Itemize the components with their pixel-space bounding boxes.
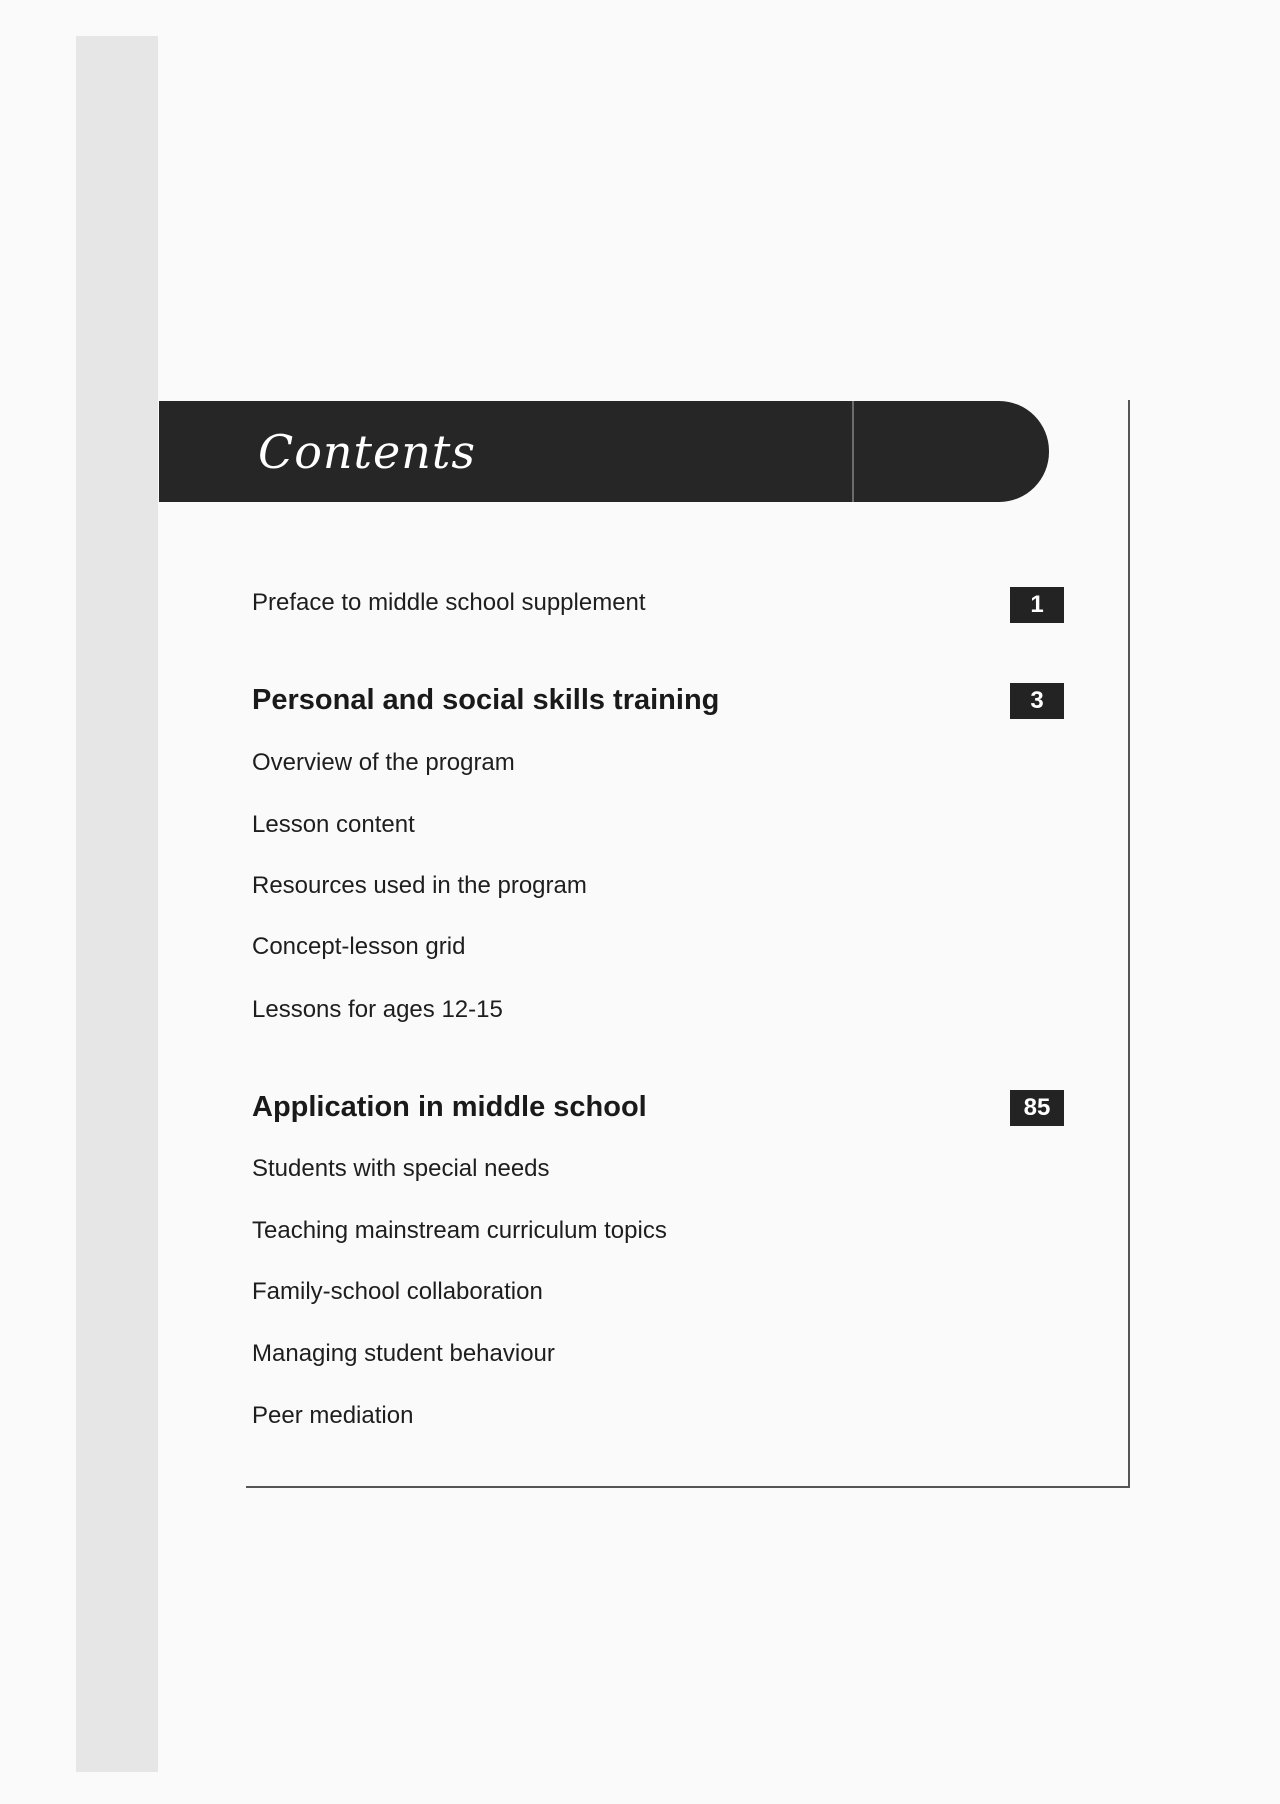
toc-entry-preface: Preface to middle school supplement [252,589,646,616]
toc-entry-student-behaviour: Managing student behaviour [252,1340,555,1367]
toc-section-heading-application: Application in middle school [252,1091,647,1123]
toc-entry-lessons-ages: Lessons for ages 12-15 [252,996,503,1023]
toc-entry-special-needs: Students with special needs [252,1155,550,1182]
page-number-badge-application: 85 [1010,1090,1064,1126]
toc-entry-family-school: Family-school collaboration [252,1278,543,1305]
toc-entry-resources: Resources used in the program [252,872,587,899]
toc-entry-concept-grid: Concept-lesson grid [252,933,466,960]
toc-entry-overview: Overview of the program [252,749,515,776]
toc-entry-mainstream-topics: Teaching mainstream curriculum topics [252,1217,667,1244]
frame-bottom-rule [246,1486,1130,1488]
page-number-badge-personal-social: 3 [1010,683,1064,719]
toc-entry-lesson-content: Lesson content [252,811,415,838]
page-title: Contents [258,425,476,479]
frame-right-rule [1128,400,1130,1488]
page-binding-strip [76,36,158,1772]
banner-divider [852,401,854,502]
page-number-badge-preface: 1 [1010,587,1064,623]
toc-section-heading-personal-social: Personal and social skills training [252,684,720,716]
toc-entry-peer-mediation: Peer mediation [252,1402,414,1429]
